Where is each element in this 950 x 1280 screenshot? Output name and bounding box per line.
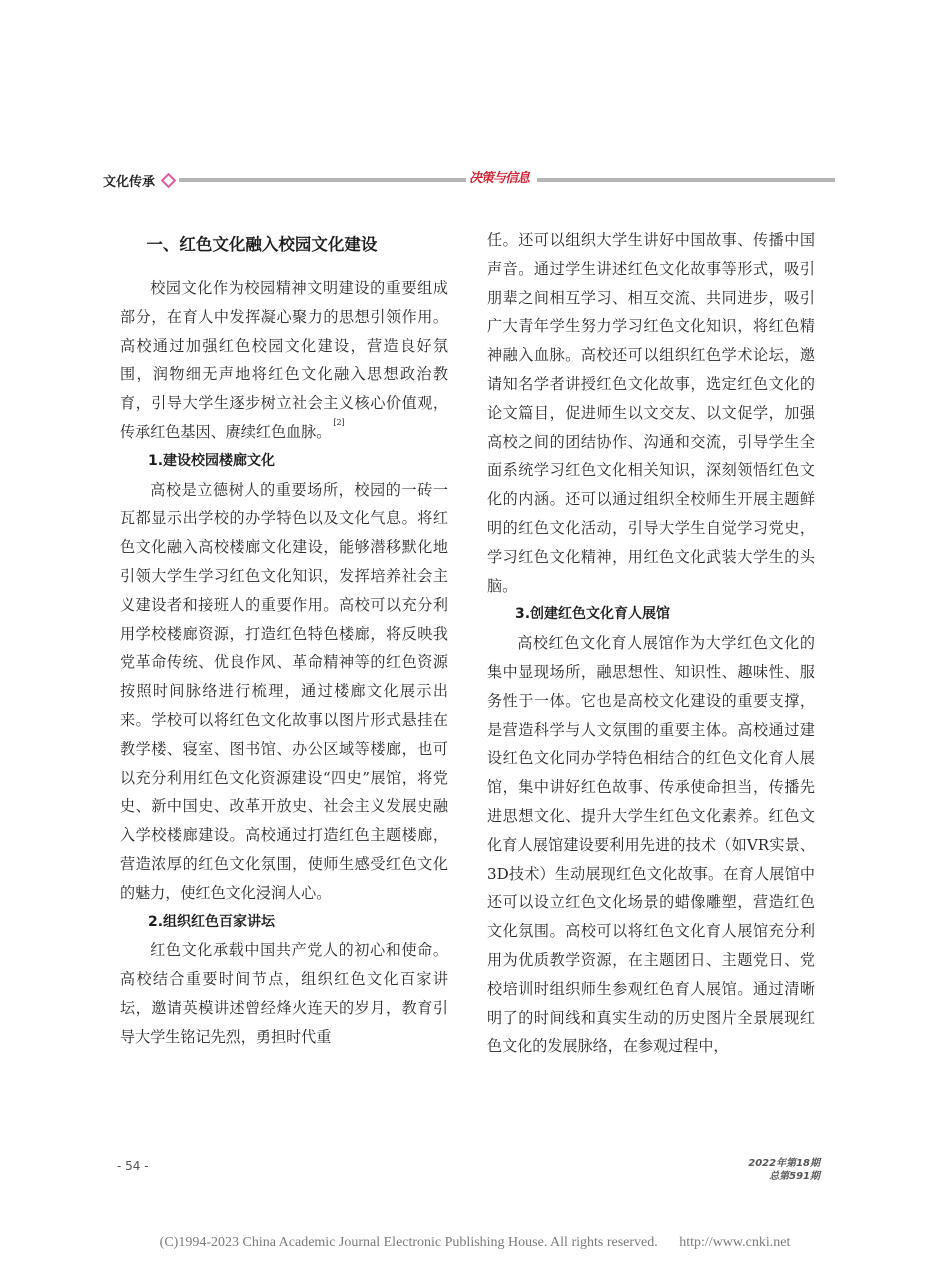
continued-paragraph: 任。还可以组织大学生讲好中国故事、传播中国声音。通过学生讲述红色文化故事等形式，吸引朋辈之间相互学习、相互交流、共同进步，吸引广大青年学生努力学习红色文化知识，将红色精神融入血脉。高校还可以组织红色学术论坛，邀请知名学者讲授红色文化故事，选定红色文化的论文篇目，促进师生以文交友、以文促学，加强高校之间的团结协作、沟通和交流，引导学生全面系统学习红色文化相关知识，深刻领悟红色文化的内涵。还可以通过组织全校师生开展主题鲜明的红色文化活动，引导大学生自觉学习党史，学习红色文化精神，用红色文化武装大学生的头脑。 [487, 231, 815, 595]
copyright-notice [0, 1235, 950, 1251]
left-column [120, 226, 448, 1052]
journal-masthead-logo: 决策与信息 [469, 171, 530, 186]
section-label: 文化传承 [103, 175, 156, 190]
intro-paragraph: 校园文化作为校园精神文明建设的重要组成部分，在育人中发挥凝心聚力的思想引领作用。高校通过加强红色校园文化建设，营造良好氛围，润物细无声地将红色文化融入思想政治教育，引导大学生逐步树立社会主义核心价值观，传承红色基因、赓续红色血脉。[2] [120, 279, 448, 441]
citation-ref: [2] [333, 417, 345, 427]
page-number: - 54 - [117, 1159, 149, 1173]
paragraph-1: 高校是立德树人的重要场所，校园的一砖一瓦都显示出学校的办学特色以及文化气息。将红色文化融入高校楼廊文化建设，能够潜移默化地引领大学生学习红色文化知识，发挥培养社会主义建设者和接班人的重要作用。高校可以充分利用学校楼廊资源，打造红色特色楼廊，将反映我党革命传统、优良作风、革命精神等的红色资源按照时间脉络进行梳理，通过楼廊文化展示出来。学校可以将红色文化故事以图片形式悬挂在教学楼、寝室、图书馆、办公区域等楼廊，也可以充分利用红色文化资源建设“四史”展馆，将党史、新中国史、改革开放史、社会主义发展史融入学校楼廊建设。高校通过打造红色主题楼廊，营造浓厚的红色文化氛围，使师生感受红色文化的魅力，使红色文化浸润人心。 [120, 480, 448, 902]
paragraph-3: 高校红色文化育人展馆作为大学红色文化的集中显现场所，融思想性、知识性、趣味性、服务性于一体。它也是高校文化建设的重要支撑，是营造科学与人文氛围的重要主体。高校通过建设红色文化同办学特色相结合的红色文化育人展馆，集中讲好红色故事、传承使命担当，传播先进思想文化、提升大学生红色文化素养。红色文化育人展馆建设要利用先进的技术（如VR实景、3D技术）生动展现红色文化故事。在育人展馆中还可以设立红色文化场景的蜡像雕塑，营造红色文化氛围。高校可以将红色文化育人展馆充分利用为优质教学资源，在主题团日、主题党日、党校培训时组织师生参观红色育人展馆。通过清晰明了的时间线和真实生动的历史图片全景展现红色文化的发展脉络，在参观过程中， [487, 634, 815, 1056]
copyright-text: (C)1994-2023 China Academic Journal Electronic Publishing House. All rights reserved. [159, 1235, 658, 1250]
section-title: 一、红色文化融入校园文化建设 [146, 235, 378, 254]
subheading-1: 1.建设校园楼廊文化 [148, 452, 276, 469]
right-column [487, 226, 815, 1061]
cnki-url: http://www.cnki.net [679, 1235, 791, 1250]
paragraph-2: 红色文化承载中国共产党人的初心和使命。高校结合重要时间节点，组织红色文化百家讲坛，邀请英模讲述曾经烽火连天的岁月，教育引导大学生铭记先烈，勇担时代重 [120, 941, 448, 1046]
header-rule-left [179, 178, 466, 182]
issue-number: 2022年第18期 [748, 1158, 820, 1169]
issue-info [748, 1157, 820, 1183]
page-header [103, 170, 835, 190]
subheading-2: 2.组织红色百家讲坛 [148, 913, 276, 930]
diamond-ornament-icon [161, 173, 177, 189]
total-issue-number: 总第591期 [769, 1171, 820, 1182]
subheading-3: 3.创建红色文化育人展馆 [515, 606, 671, 623]
header-rule-right [537, 178, 835, 182]
